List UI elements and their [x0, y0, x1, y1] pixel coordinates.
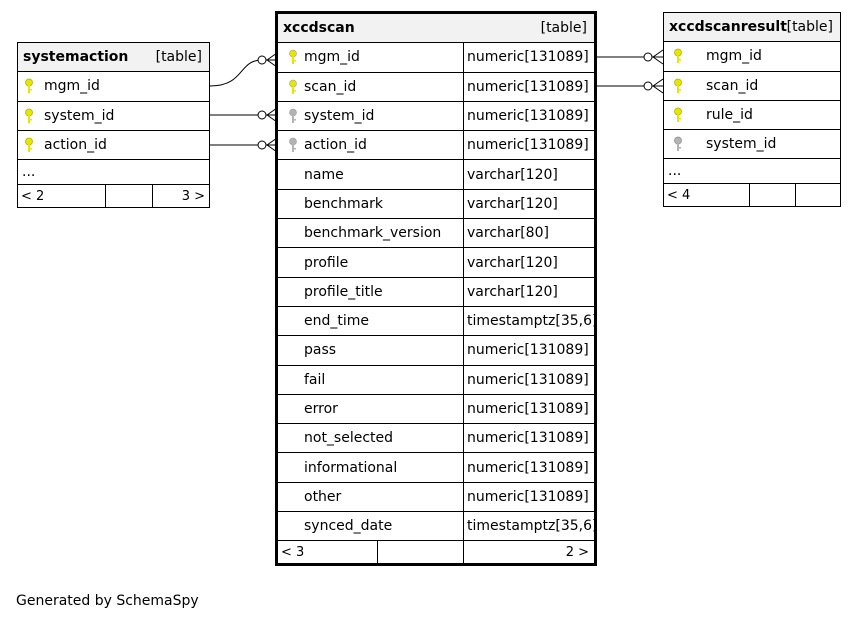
column-type: numeric[131089]	[463, 43, 594, 71]
table-header	[278, 14, 594, 43]
nav-spacer	[749, 184, 795, 206]
column-type: numeric[131089]	[463, 424, 594, 452]
column-row	[278, 131, 594, 160]
column-row	[278, 307, 598, 336]
column-name: mgm_id	[706, 48, 762, 65]
column-name: benchmark	[304, 195, 384, 212]
primary-key-icon	[288, 49, 298, 65]
column-row	[278, 102, 594, 131]
column-name: action_id	[44, 137, 107, 154]
table-name: systemaction	[23, 49, 129, 66]
column-row	[278, 43, 594, 72]
table-type-label: [table]	[540, 20, 587, 37]
table-nav	[278, 541, 594, 563]
primary-key-icon	[673, 48, 683, 64]
column-name: end_time	[304, 313, 370, 330]
nav-children[interactable]: 2 >	[463, 541, 594, 563]
column-name: profile_title	[304, 283, 383, 300]
column-row	[278, 453, 594, 482]
primary-key-icon	[24, 78, 34, 94]
nav-parents[interactable]: < 4	[667, 187, 691, 203]
column-row	[278, 366, 594, 395]
foreign-key-icon	[288, 137, 298, 153]
column-row	[18, 102, 209, 131]
column-type: numeric[131089]	[463, 453, 594, 481]
column-type: varchar[120]	[463, 160, 594, 188]
primary-key-icon	[673, 78, 683, 94]
column-type: numeric[131089]	[463, 73, 594, 101]
column-row	[278, 424, 594, 453]
column-name: mgm_id	[44, 78, 100, 95]
foreign-key-icon	[673, 136, 683, 152]
nav-children[interactable]	[795, 184, 840, 206]
table-xccdscanresult[interactable]	[663, 12, 841, 207]
column-type: varchar[120]	[463, 248, 594, 276]
primary-key-icon	[24, 137, 34, 153]
column-row	[18, 131, 209, 160]
link-end-circle	[258, 111, 266, 119]
nav-spacer	[105, 185, 152, 207]
column-row	[278, 73, 594, 102]
table-name: xccdscanresult	[669, 19, 787, 36]
column-row	[278, 190, 594, 219]
link-end-circle	[644, 53, 652, 61]
column-type: numeric[131089]	[463, 483, 594, 511]
table-name: xccdscan	[283, 20, 355, 37]
column-row	[278, 219, 594, 248]
column-name: benchmark_version	[304, 225, 442, 242]
primary-key-icon	[673, 107, 683, 123]
column-type: numeric[131089]	[463, 395, 594, 423]
column-row	[278, 512, 598, 541]
column-row	[278, 278, 594, 307]
column-row	[664, 130, 840, 159]
column-type: varchar[120]	[463, 278, 594, 306]
nav-spacer	[377, 541, 463, 563]
column-type: numeric[131089]	[463, 366, 594, 394]
link-end-circle	[258, 141, 266, 149]
column-name: scan_id	[304, 78, 357, 95]
column-name: mgm_id	[304, 49, 360, 66]
nav-children[interactable]: 3 >	[152, 185, 209, 207]
column-type: varchar[120]	[463, 190, 594, 218]
column-name: scan_id	[706, 77, 759, 94]
column-name: other	[304, 488, 342, 505]
column-name: pass	[304, 342, 337, 359]
column-row	[664, 101, 840, 130]
column-row	[278, 483, 594, 512]
column-name: fail	[304, 371, 326, 388]
more-columns-ellipsis: ...	[664, 159, 840, 184]
column-name: profile	[304, 254, 349, 271]
column-type: numeric[131089]	[463, 131, 594, 159]
column-name: rule_id	[706, 107, 753, 124]
column-row	[18, 72, 209, 101]
column-name: informational	[304, 459, 398, 476]
column-name: system_id	[44, 107, 115, 124]
column-type: numeric[131089]	[463, 336, 594, 364]
link-systemaction-mgm-id	[210, 60, 278, 86]
column-name: error	[304, 401, 338, 417]
column-row	[278, 336, 594, 365]
table-type-label: [table]	[155, 49, 202, 66]
generated-by-footer: Generated by SchemaSpy	[16, 593, 199, 609]
column-row	[278, 248, 594, 277]
link-end-circle	[644, 82, 652, 90]
column-row	[664, 72, 840, 101]
nav-parents[interactable]: < 3	[281, 544, 305, 560]
table-xccdscan[interactable]	[275, 11, 597, 566]
column-type: varchar[80]	[463, 219, 594, 247]
column-row	[664, 42, 840, 71]
column-name: system_id	[304, 108, 375, 125]
column-list	[278, 43, 598, 541]
column-type: timestamptz[35,6]	[463, 307, 594, 335]
table-nav	[664, 184, 840, 206]
more-columns-ellipsis: ...	[18, 160, 209, 185]
table-header	[18, 43, 209, 72]
column-name: system_id	[706, 136, 777, 153]
nav-parents[interactable]: < 2	[21, 188, 45, 204]
column-name: action_id	[304, 137, 367, 154]
foreign-key-icon	[288, 108, 298, 124]
column-row	[278, 395, 594, 424]
table-systemaction[interactable]	[17, 42, 210, 208]
column-type: numeric[131089]	[463, 102, 594, 130]
table-nav	[18, 185, 209, 207]
primary-key-icon	[24, 108, 34, 124]
table-header	[664, 13, 840, 42]
column-name: not_selected	[304, 430, 394, 447]
primary-key-icon	[288, 79, 298, 95]
column-name: synced_date	[304, 518, 393, 535]
column-row	[278, 160, 594, 189]
column-type: timestamptz[35,6]	[463, 512, 594, 540]
column-name: name	[304, 166, 344, 183]
table-type-label: [table]	[786, 19, 833, 36]
link-end-circle	[258, 56, 266, 64]
